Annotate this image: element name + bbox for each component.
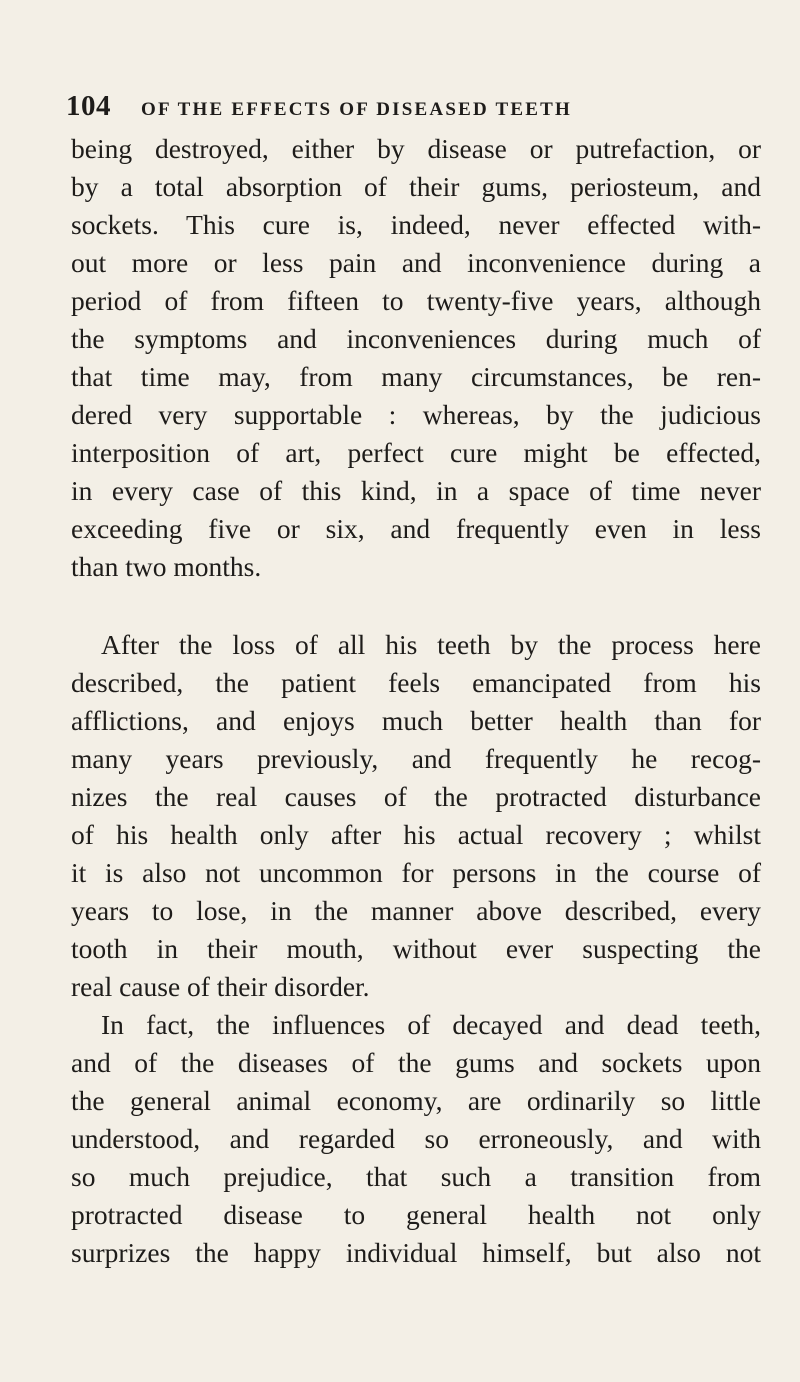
text-line: being destroyed, either by disease or putrefaction, or bbox=[71, 133, 761, 164]
text-line: nizes the real causes of the protracted disturbance bbox=[71, 781, 761, 812]
paragraph-3 bbox=[71, 1006, 761, 1272]
text-line: sockets. This cure is, indeed, never effected with- bbox=[71, 209, 761, 240]
text-line: tooth in their mouth, without ever suspecting the bbox=[71, 933, 761, 964]
text-line: it is also not uncommon for persons in the course of bbox=[71, 857, 761, 888]
body-text bbox=[71, 130, 761, 1272]
text-line: the symptoms and inconveniences during much of bbox=[71, 323, 761, 354]
text-line: In fact, the influences of decayed and dead teeth, bbox=[101, 1009, 761, 1040]
text-line: in every case of this kind, in a space of time never bbox=[71, 475, 761, 506]
text-line: years to lose, in the manner above described, every bbox=[71, 895, 761, 926]
text-line: by a total absorption of their gums, periosteum, and bbox=[71, 171, 761, 202]
paragraph-2 bbox=[71, 626, 761, 1006]
running-head-title: OF THE EFFECTS OF DISEASED TEETH bbox=[141, 99, 572, 120]
text-line: interposition of art, perfect cure might be effected, bbox=[71, 437, 761, 468]
text-line: than two months. bbox=[71, 551, 262, 582]
text-line: understood, and regarded so erroneously, and with bbox=[71, 1123, 761, 1154]
text-line: dered very supportable : whereas, by the judicious bbox=[71, 399, 761, 430]
text-line: of his health only after his actual recovery ; whilst bbox=[71, 819, 761, 850]
running-head bbox=[66, 90, 766, 130]
text-line: surprizes the happy individual himself, but also not bbox=[71, 1237, 761, 1268]
paragraph-1 bbox=[71, 130, 761, 586]
text-line: described, the patient feels emancipated from his bbox=[71, 667, 761, 698]
text-line: period of from fifteen to twenty-five years, although bbox=[71, 285, 761, 316]
paragraph-gap bbox=[71, 586, 761, 626]
text-line: and of the diseases of the gums and sockets upon bbox=[71, 1047, 761, 1078]
text-line: exceeding five or six, and frequently even in less bbox=[71, 513, 761, 544]
text-line: many years previously, and frequently he recog- bbox=[71, 743, 761, 774]
text-line: protracted disease to general health not only bbox=[71, 1199, 761, 1230]
text-line: After the loss of all his teeth by the process here bbox=[101, 629, 761, 660]
text-line: the general animal economy, are ordinarily so little bbox=[71, 1085, 761, 1116]
text-line: so much prejudice, that such a transition from bbox=[71, 1161, 761, 1192]
text-line: out more or less pain and inconvenience during a bbox=[71, 247, 761, 278]
text-line: that time may, from many circumstances, be ren- bbox=[71, 361, 761, 392]
text-line: afflictions, and enjoys much better health than for bbox=[71, 705, 761, 736]
text-line: real cause of their disorder. bbox=[71, 971, 370, 1002]
page-number: 104 bbox=[66, 90, 111, 122]
